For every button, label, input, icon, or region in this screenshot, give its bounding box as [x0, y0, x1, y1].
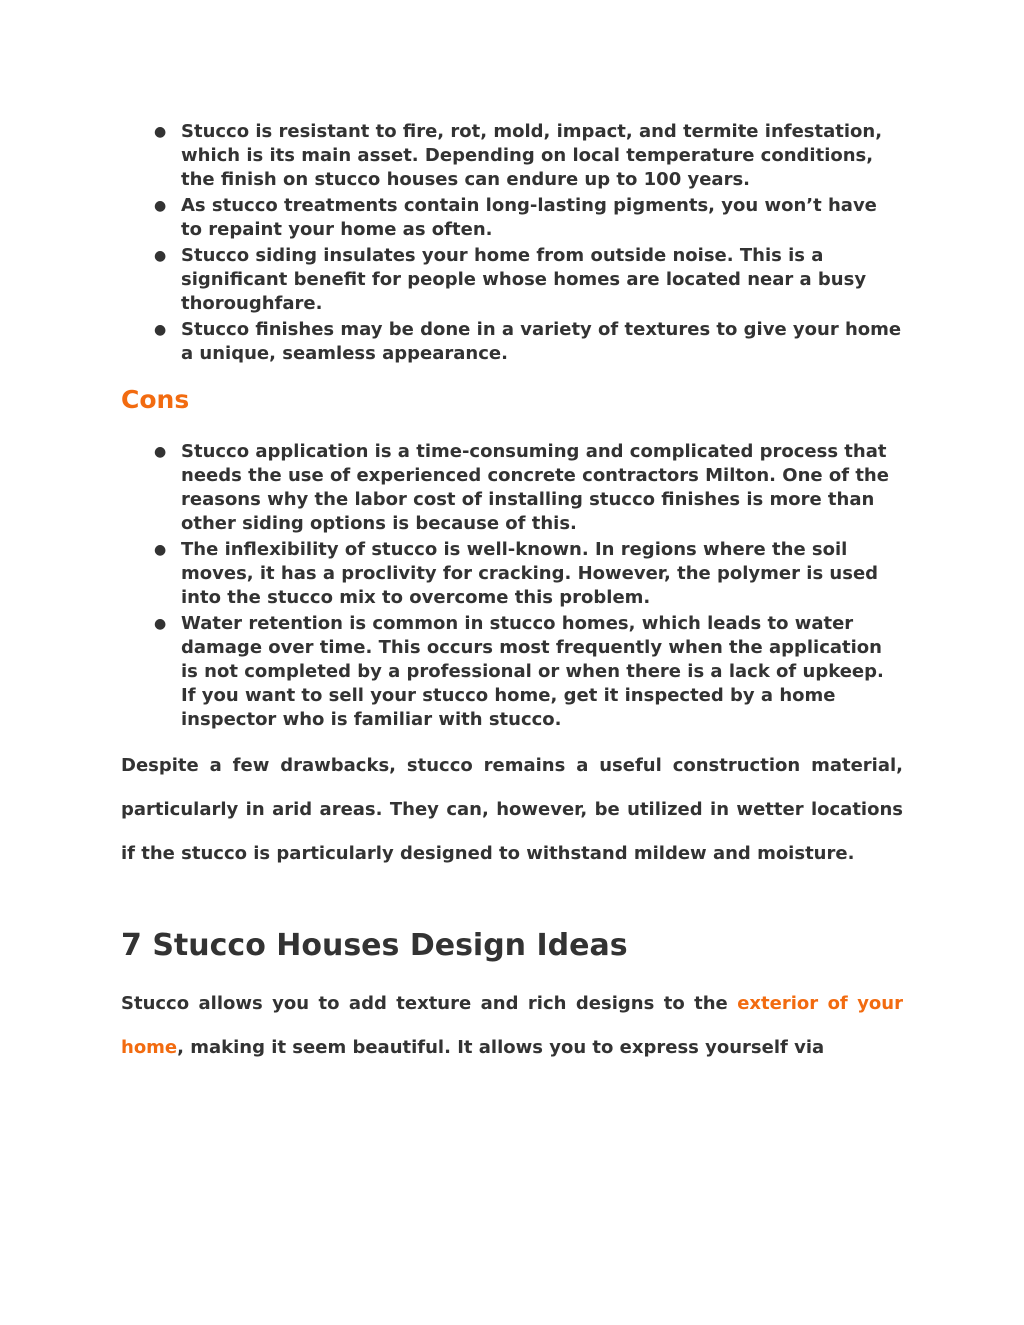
section-title: 7 Stucco Houses Design Ideas [121, 928, 628, 963]
conclusion-paragraph: Despite a few drawbacks, stucco remains a useful construction material, particularly in arid areas. They can, however, be utilized in wetter locations if the stucco is particularly designed to withstand mildew and moisture. [121, 755, 903, 864]
intro-text-after: , making it seem beautiful. It allows you to express yourself via [177, 1037, 825, 1058]
list-item [121, 440, 903, 536]
intro-paragraph [121, 982, 903, 1070]
cons-list [121, 440, 903, 732]
document-page [121, 120, 903, 1070]
list-item-text: Stucco finishes may be done in a variety of textures to give your home a unique, seamless appearance. [181, 319, 902, 364]
list-item-text: The inflexibility of stucco is well-known. In regions where the soil moves, it has a proclivity for cracking. However, the polymer is used into the stucco mix to overcome this problem. [181, 539, 879, 608]
list-item-text: Stucco application is a time-consuming and complicated process that needs the use of experienced concrete contractors Milton. One of the reasons why the labor cost of installing stucco finishes is more than other siding options is because of this. [181, 441, 889, 534]
exterior-link[interactable]: exterior of your home [121, 993, 903, 1058]
list-item-text: As stucco treatments contain long-lasting pigments, you won’t have to repaint your home as often. [181, 195, 877, 240]
list-item [121, 244, 903, 316]
list-item [121, 194, 903, 242]
list-item [121, 120, 903, 192]
bullet-icon: ● [154, 124, 167, 140]
bullet-icon: ● [154, 198, 167, 214]
list-item [121, 318, 903, 366]
bullet-icon: ● [154, 322, 167, 338]
list-item-text: Stucco siding insulates your home from outside noise. This is a significant benefit for people whose homes are located near a busy thoroughfare. [181, 245, 867, 314]
list-item [121, 612, 903, 732]
bullet-icon: ● [154, 542, 167, 558]
list-item-text: Water retention is common in stucco homes, which leads to water damage over time. This occurs most frequently when the application is not completed by a professional or when there is a lack of upkeep. If you want to sell your stucco home, get it inspected by a home inspector who is familiar with stucco. [181, 613, 884, 730]
list-item-text: Stucco is resistant to fire, rot, mold, impact, and termite infestation, which is its main asset. Depending on local temperature conditions, the finish on stucco houses can endure up to 100 years. [181, 121, 883, 190]
cons-heading: Cons [121, 385, 190, 414]
bullet-icon: ● [154, 248, 167, 264]
list-item [121, 538, 903, 610]
bullet-icon: ● [154, 444, 167, 460]
pros-list [121, 120, 903, 366]
bullet-icon: ● [154, 616, 167, 632]
intro-text-before: Stucco allows you to add texture and rich designs to the [121, 993, 738, 1014]
